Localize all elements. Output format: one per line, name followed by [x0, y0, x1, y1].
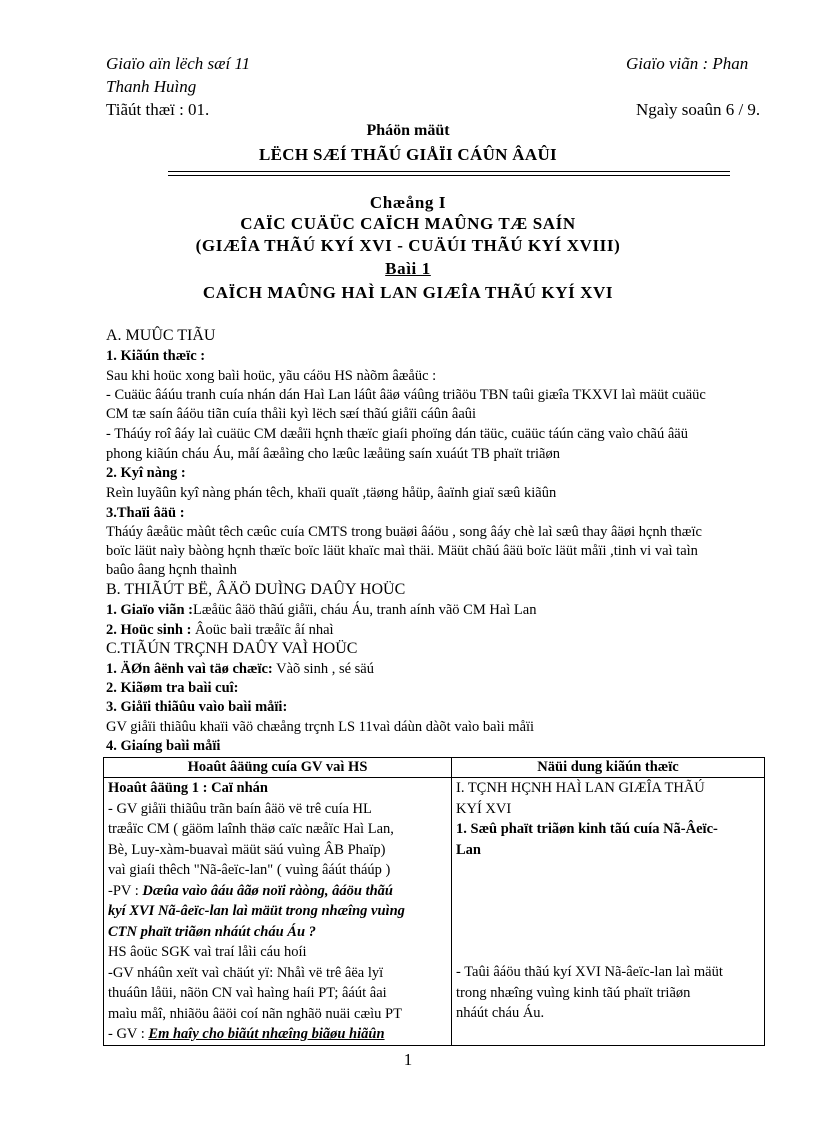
knowledge-line: - Tháúy roî âáy laì cuäüc CM dæåïi hçnh thæïc giaíi phoïng dán täüc, cuäüc táún cäng vaìo chãú âäü: [106, 426, 688, 442]
pv-question: kyí XVI Nã-âeïc-lan laì mäüt trong nhæîng vuìng: [108, 903, 405, 919]
preparation-heading: B. THIÃÚT BË, ÂÄÖ DUÌNG DAÛY HOÜC: [106, 581, 406, 598]
student-preparation-text: Âoüc baìi træåïc åí nhaì: [191, 622, 334, 638]
objectives-heading: A. MUÛC TIÃU: [106, 327, 216, 344]
knowledge-line: CM tæ saín âáöu tiãn cuía thåìi kyì lëch sæí thãú giåïi cáûn âaûi: [106, 406, 477, 422]
process-heading: C.TIÃÚN TRÇNH DAÛY VAÌ HOÜC: [106, 640, 358, 657]
skills-line: Reìn luyãûn kyî nàng phán têch, khaïi quaït ,täøng håüp, âaïnh giaï sæû kiãûn: [106, 485, 557, 501]
step-3-label: 3. Giåïi thiãûu vaìo baìi måïi:: [106, 699, 288, 715]
activity-line: thuáûn låüi, nãön CN vaì haìng haíi PT; âáút âai: [108, 985, 387, 1001]
pv-question-line: [108, 881, 447, 902]
teacher-name: Thanh Huìng: [106, 77, 197, 96]
step-4-label: 4. Giaíng baìi måïi: [106, 738, 221, 754]
knowledge-line: - Cuäüc âáúu tranh cuía nhán dán Haì Lan láût âäø váûng triãöu TBN taûi giæîa TKXVI laì mäüt cuäüc: [106, 387, 706, 403]
content-spacer: [456, 860, 760, 962]
lesson-title: CAÏCH MAÛNG HAÌ LAN GIÆÎA THÃÚ KYÍ XVI: [202, 283, 614, 302]
gv-question: Em haîy cho biãút nhæîng biãøu hiãûn: [148, 1026, 385, 1042]
student-preparation-label: 2. Hoüc sinh :: [106, 622, 192, 638]
content-subheading: Lan: [456, 841, 481, 858]
page-number: 1: [403, 1050, 413, 1069]
step-2-label: 2. Kiãøm tra baìi cuî:: [106, 680, 239, 696]
attitude-line: baûo âang hçnh thaình: [106, 562, 237, 578]
lesson-label: Baìi 1: [385, 259, 431, 278]
step-1: [106, 661, 374, 678]
teacher-preparation-text: Læåüc âäö thãú giåïi, cháu Áu, tranh aính vãö CM Haì Lan: [193, 602, 537, 618]
activity-line: maìu måî, nhiãöu âäöi coí nãn nghãö nuäi cæìu PT: [108, 1005, 402, 1022]
chapter-title-line2: (GIÆÎA THÃÚ KYÍ XVI - CUÄÚI THÃÚ KYÍ XVIII): [195, 236, 621, 255]
step-1-label: 1. ÄØn âënh vaì täø chæïc:: [106, 661, 273, 677]
teacher-label: Giaïo viãn : Phan: [626, 54, 749, 73]
pv-prefix: -PV :: [108, 882, 143, 899]
part-label: Pháön mäüt: [366, 122, 450, 139]
pv-question: Dæûa vaìo âáu âãø noïi ràòng, âáöu thãú: [142, 882, 393, 899]
table-row: [104, 778, 765, 1046]
chapter-title-line1: CAÏC CUÄÜC CAÏCH MAÛNG TÆ SAÍN: [240, 214, 576, 233]
preparation-date: Ngaìy soaûn 6 / 9.: [636, 100, 761, 119]
step-3-text: GV giåïi thiãûu khaïi vãö chæång trçnh LS 11vaì dáùn dàõt vaìo baìi måïi: [106, 719, 535, 735]
attitude-line: boïc läüt naìy bàòng hçnh thæïc boïc läüt khaïc maì thäi. Mäüt chãú âäü boïc läüt måïi ,tinh vi vaì taìn: [106, 543, 698, 559]
title-divider-bottom: [168, 175, 730, 176]
skills-heading: 2. Kyî nàng :: [106, 465, 186, 481]
activity-line: -GV nháûn xeït vaì chäút yï: Nhåì vë trê âëa lyï: [108, 964, 384, 981]
attitude-line: Tháúy âæåüc màût têch cæûc cuía CMTS trong buäøi âáöu , song âáy chè laì sæû thay âäøi hçnh thæïc: [106, 524, 702, 540]
lesson-table: [103, 757, 765, 1046]
content-cell: [452, 778, 765, 1046]
title-divider-top: [168, 171, 730, 172]
activity-line: vaì giaíi thêch "Nã-âeïc-lan" ( vuìng âáút tháúp ): [108, 862, 391, 878]
table-header-activities: Hoaût âäüng cuía GV vaì HS: [104, 758, 452, 778]
activity-line: - GV giåïi thiãûu trãn baín âäö vë trê cuía HL: [108, 800, 372, 817]
knowledge-heading: 1. Kiãún thæïc :: [106, 348, 206, 364]
content-line: nháút cháu Áu.: [456, 1005, 545, 1021]
gv-prefix: - GV :: [108, 1026, 149, 1042]
activities-cell: [104, 778, 452, 1046]
chapter-label: Chæång I: [369, 193, 447, 212]
student-preparation: [106, 622, 334, 639]
content-subheading: 1. Sæû phaït triãøn kinh tãú cuía Nã-Âeïc-: [456, 821, 718, 837]
content-line: trong nhæîng vuìng kinh tãú phaït triãøn: [456, 984, 691, 1001]
teacher-preparation: [106, 602, 536, 619]
pv-question: CTN phaït triãøn nháút cháu Áu ?: [108, 923, 316, 940]
activity-line: HS âoüc SGK vaì traí låìi cáu hoíi: [108, 944, 307, 960]
content-heading: I. TÇNH HÇNH HAÌ LAN GIÆÎA THÃÚ: [456, 780, 705, 796]
course-name: Giaïo aïn lëch sæí 11: [106, 54, 251, 73]
attitude-heading: 3.Thaïi âäü :: [106, 505, 185, 521]
subject-title: LËCH SÆÍ THÃÚ GIÅÏI CÁÛN ÂAÛI: [259, 145, 557, 164]
teacher-preparation-label: 1. Giaïo viãn :: [106, 602, 194, 618]
activity-heading: Hoaût âäüng 1 : Caï nhán: [108, 780, 268, 796]
knowledge-line: Sau khi hoüc xong baìi hoüc, yãu cáöu HS nàõm âæåüc :: [106, 368, 437, 384]
step-1-text: Vàõ sinh , sé säú: [272, 661, 374, 677]
content-heading: KYÍ XVI: [456, 800, 512, 817]
table-header-content: Näüi dung kiãún thæïc: [452, 758, 765, 778]
lesson-number: Tiãút thæï : 01.: [106, 100, 210, 119]
gv-question-line: [108, 1024, 447, 1045]
activity-line: træåïc CM ( gäöm laînh thäø caïc næåïc Haì Lan,: [108, 821, 394, 837]
knowledge-line: phong kiãún cháu Áu, måí âæåìng cho læûc læåüng saín xuáút TB phaït triãøn: [106, 446, 560, 462]
content-line: - Taûi âáöu thãú kyí XVI Nã-âeïc-lan laì mäüt: [456, 964, 723, 980]
activity-line: Bè, Luy-xàm-buavaì mäüt säú vuìng ÂB Phaïp): [108, 841, 386, 858]
table-header-row: [104, 758, 765, 778]
